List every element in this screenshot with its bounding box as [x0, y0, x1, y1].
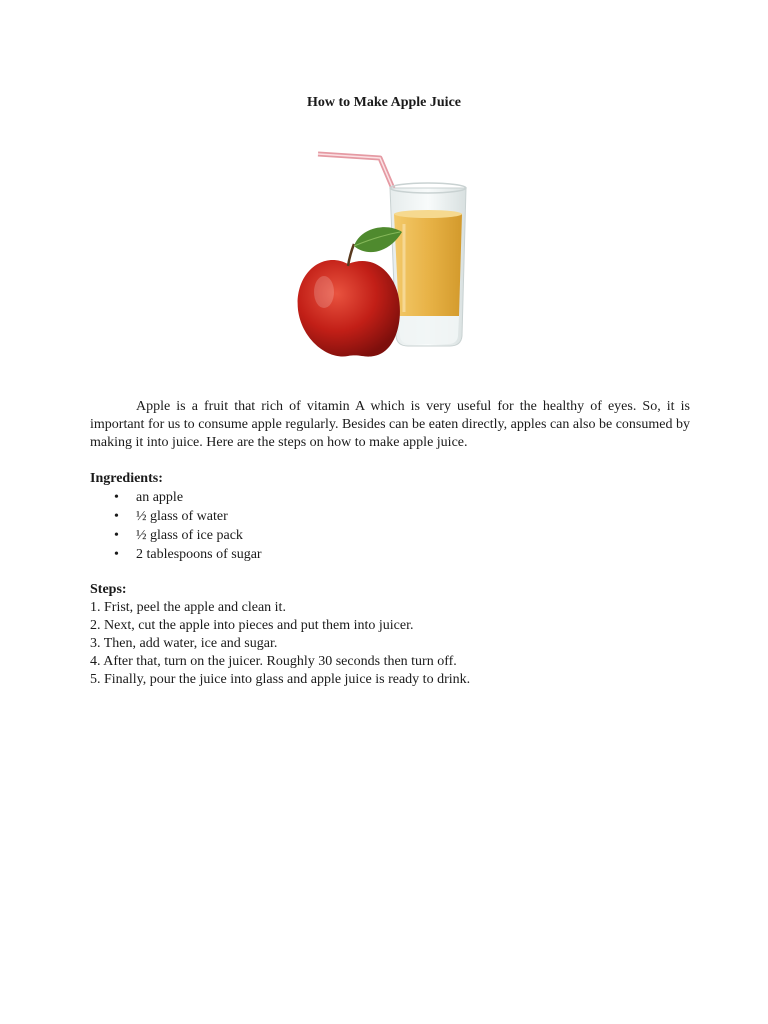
- step-item: 2. Next, cut the apple into pieces and put them into juicer.: [90, 618, 414, 633]
- bullet-icon: •: [114, 547, 119, 562]
- ingredient-text: ½ glass of ice pack: [136, 528, 243, 543]
- ingredient-text: 2 tablespoons of sugar: [136, 547, 262, 562]
- ingredient-text: an apple: [136, 490, 184, 505]
- ingredients-list: [90, 488, 262, 564]
- ingredients-heading: Ingredients:: [90, 471, 163, 486]
- steps-list: [90, 599, 470, 689]
- glass-shape: [390, 183, 466, 346]
- document-title: How to Make Apple Juice: [307, 95, 461, 110]
- ingredient-item: [90, 545, 262, 564]
- steps-heading: Steps:: [90, 582, 127, 597]
- step-item: 4. After that, turn on the juicer. Roughly 30 seconds then turn off.: [90, 654, 457, 669]
- bullet-icon: •: [114, 490, 119, 505]
- ingredient-item: [90, 526, 262, 545]
- intro-text: Apple is a fruit that rich of vitamin A which is very useful for the healthy of eyes. So, it is important for us to consume apple regularly. Besides can be eaten directly, apples can also be consumed by making it into juice. Here are the steps on how to make apple juice.: [90, 399, 690, 450]
- ingredient-item: [90, 507, 262, 526]
- apple-juice-image: [262, 124, 502, 384]
- step-item: 5. Finally, pour the juice into glass and apple juice is ready to drink.: [90, 672, 471, 687]
- step-item: 3. Then, add water, ice and sugar.: [90, 636, 278, 651]
- apple-shape: [298, 227, 402, 356]
- bullet-icon: •: [114, 509, 119, 524]
- step-item: 1. Frist, peel the apple and clean it.: [90, 600, 286, 615]
- apple-juice-illustration: [262, 124, 502, 384]
- intro-paragraph: [90, 398, 690, 452]
- ingredient-item: [90, 488, 262, 507]
- ingredient-text: ½ glass of water: [136, 509, 228, 524]
- bullet-icon: •: [114, 528, 119, 543]
